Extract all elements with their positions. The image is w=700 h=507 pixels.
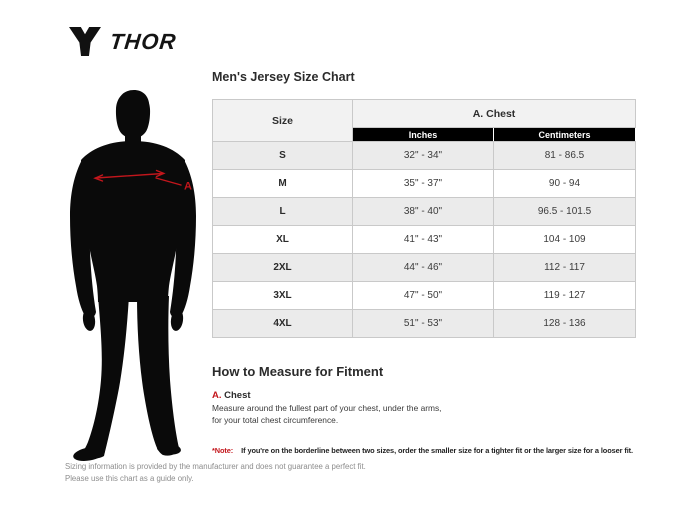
centimeters-cell: 81 - 86.5 [494, 142, 636, 170]
column-header-size: Size [213, 100, 353, 142]
disclaimer [65, 461, 366, 484]
size-cell: M [213, 170, 353, 198]
inches-cell: 44" - 46" [353, 254, 494, 282]
table-row-3xl [213, 282, 636, 310]
size-cell: XL [213, 226, 353, 254]
measure-description: Measure around the fullest part of your chest, under the arms, for your total chest circumference. [212, 403, 442, 425]
unit-header-inches: Inches [353, 128, 494, 142]
centimeters-cell: 90 - 94 [494, 170, 636, 198]
thor-horns-icon [68, 26, 102, 57]
centimeters-cell: 112 - 117 [494, 254, 636, 282]
table-row-2xl [213, 254, 636, 282]
inches-cell: 35" - 37" [353, 170, 494, 198]
centimeters-cell: 119 - 127 [494, 282, 636, 310]
size-chart-table [212, 99, 636, 338]
column-header-chest: A. Chest [353, 100, 636, 128]
measure-name: Chest [224, 390, 251, 401]
centimeters-cell: 96.5 - 101.5 [494, 198, 636, 226]
brand-wordmark: THOR [108, 28, 178, 54]
size-cell: 3XL [213, 282, 353, 310]
unit-header-centimeters: Centimeters [494, 128, 636, 142]
table-row-4xl [213, 310, 636, 338]
size-cell: L [213, 198, 353, 226]
fitment-heading: How to Measure for Fitment [212, 364, 384, 379]
note-text: If you're on the borderline between two sizes, order the smaller size for a tighter fit or the larger size for a looser fit. [241, 446, 633, 455]
table-row-m [213, 170, 636, 198]
body-measurement-figure [58, 88, 208, 464]
measure-letter: A. [212, 390, 222, 401]
size-cell: 2XL [213, 254, 353, 282]
disclaimer-line-1: Sizing information is provided by the manufacturer and does not guarantee a perfect fit. [65, 462, 366, 471]
table-row-xl [213, 226, 636, 254]
inches-cell: 47" - 50" [353, 282, 494, 310]
page-title: Men's Jersey Size Chart [212, 70, 355, 84]
note-label: *Note: [212, 446, 234, 455]
brand-logo [68, 26, 176, 57]
measure-label [212, 390, 251, 401]
chest-arrow-label: A [184, 180, 192, 193]
table-row-l [213, 198, 636, 226]
male-silhouette-icon [58, 88, 208, 464]
inches-cell: 41" - 43" [353, 226, 494, 254]
inches-cell: 38" - 40" [353, 198, 494, 226]
inches-cell: 51" - 53" [353, 310, 494, 338]
sizing-note [212, 446, 633, 455]
centimeters-cell: 128 - 136 [494, 310, 636, 338]
size-cell: 4XL [213, 310, 353, 338]
table-row-s [213, 142, 636, 170]
centimeters-cell: 104 - 109 [494, 226, 636, 254]
disclaimer-line-2: Please use this chart as a guide only. [65, 473, 194, 483]
inches-cell: 32" - 34" [353, 142, 494, 170]
size-cell: S [213, 142, 353, 170]
